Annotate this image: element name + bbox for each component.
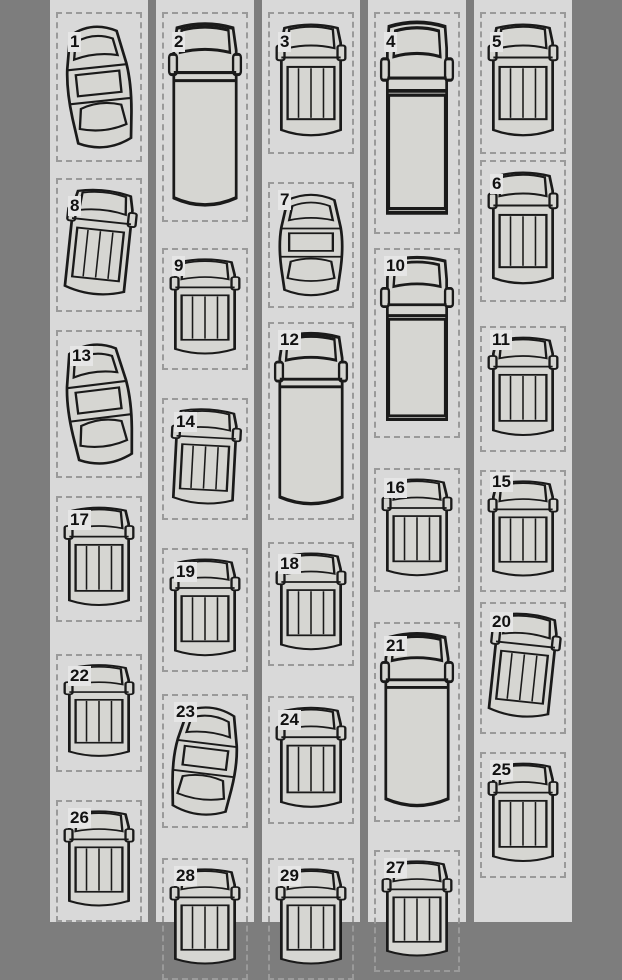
vehicle-suv-20[interactable]	[478, 602, 569, 733]
vehicle-car-23[interactable]	[159, 694, 252, 829]
vehicle-suv-28[interactable]	[166, 862, 244, 976]
vehicle-suv-24[interactable]	[272, 700, 350, 820]
stall-number-label-9: 9	[174, 256, 184, 275]
stall-number-label-16: 16	[386, 478, 405, 497]
vehicle-suv-9[interactable]	[166, 252, 244, 366]
vehicle-car-7[interactable]	[272, 186, 350, 304]
vehicle-van-21[interactable]	[378, 626, 456, 818]
vehicle-suv-29[interactable]	[272, 862, 350, 976]
stall-number-label-25: 25	[492, 760, 511, 779]
vehicle-suv-22[interactable]	[60, 658, 138, 768]
vehicle-suv-15[interactable]	[484, 474, 562, 588]
vehicle-suv-19[interactable]	[166, 552, 244, 668]
stall-number-label-6: 6	[492, 174, 502, 193]
vehicle-suv-5[interactable]	[484, 16, 562, 150]
stall-number-label-27: 27	[386, 858, 405, 877]
vehicle-van-12[interactable]	[272, 326, 350, 516]
stall-number-label-11: 11	[492, 330, 510, 349]
stall-number-label-3: 3	[280, 32, 290, 51]
vehicle-suv-26[interactable]	[60, 804, 138, 918]
stall-number-label-2: 2	[174, 32, 184, 51]
stall-number-label-24: 24	[280, 710, 299, 729]
vehicle-suv-27[interactable]	[378, 854, 456, 968]
vehicle-van-2[interactable]	[166, 16, 244, 218]
stall-number-label-10: 10	[386, 256, 405, 275]
stall-number-label-17: 17	[70, 510, 89, 529]
stall-number-label-12: 12	[280, 330, 299, 349]
vehicle-suv-6[interactable]	[484, 164, 562, 298]
vehicle-suv-8[interactable]	[54, 178, 145, 311]
vehicle-suv-17[interactable]	[60, 500, 138, 618]
vehicle-suv-3[interactable]	[272, 16, 350, 150]
vehicle-suv-25[interactable]	[484, 756, 562, 874]
stall-number-label-20: 20	[492, 612, 511, 631]
stall-number-label-14: 14	[176, 412, 195, 431]
stall-number-label-19: 19	[176, 562, 195, 581]
vehicle-car-1[interactable]	[53, 12, 145, 161]
stall-number-label-7: 7	[280, 190, 290, 209]
stall-number-label-21: 21	[386, 636, 405, 655]
vehicle-suv-14[interactable]	[163, 400, 247, 518]
stall-number-label-1: 1	[70, 32, 80, 51]
stall-number-label-29: 29	[280, 866, 299, 885]
stall-number-label-28: 28	[176, 866, 195, 885]
stall-number-label-13: 13	[72, 346, 91, 365]
stall-number-label-15: 15	[492, 472, 511, 491]
stall-number-label-4: 4	[386, 32, 396, 51]
vehicle-truck-10[interactable]	[378, 252, 456, 434]
vehicle-suv-11[interactable]	[484, 330, 562, 448]
stall-number-label-22: 22	[70, 666, 89, 685]
stall-number-label-26: 26	[70, 808, 89, 827]
vehicle-truck-4[interactable]	[378, 16, 456, 230]
stall-number-label-8: 8	[70, 196, 80, 215]
stall-number-label-18: 18	[280, 554, 299, 573]
stall-number-label-5: 5	[492, 32, 502, 51]
vehicle-suv-18[interactable]	[272, 546, 350, 662]
stall-number-label-23: 23	[176, 702, 195, 721]
vehicle-suv-16[interactable]	[378, 472, 456, 588]
